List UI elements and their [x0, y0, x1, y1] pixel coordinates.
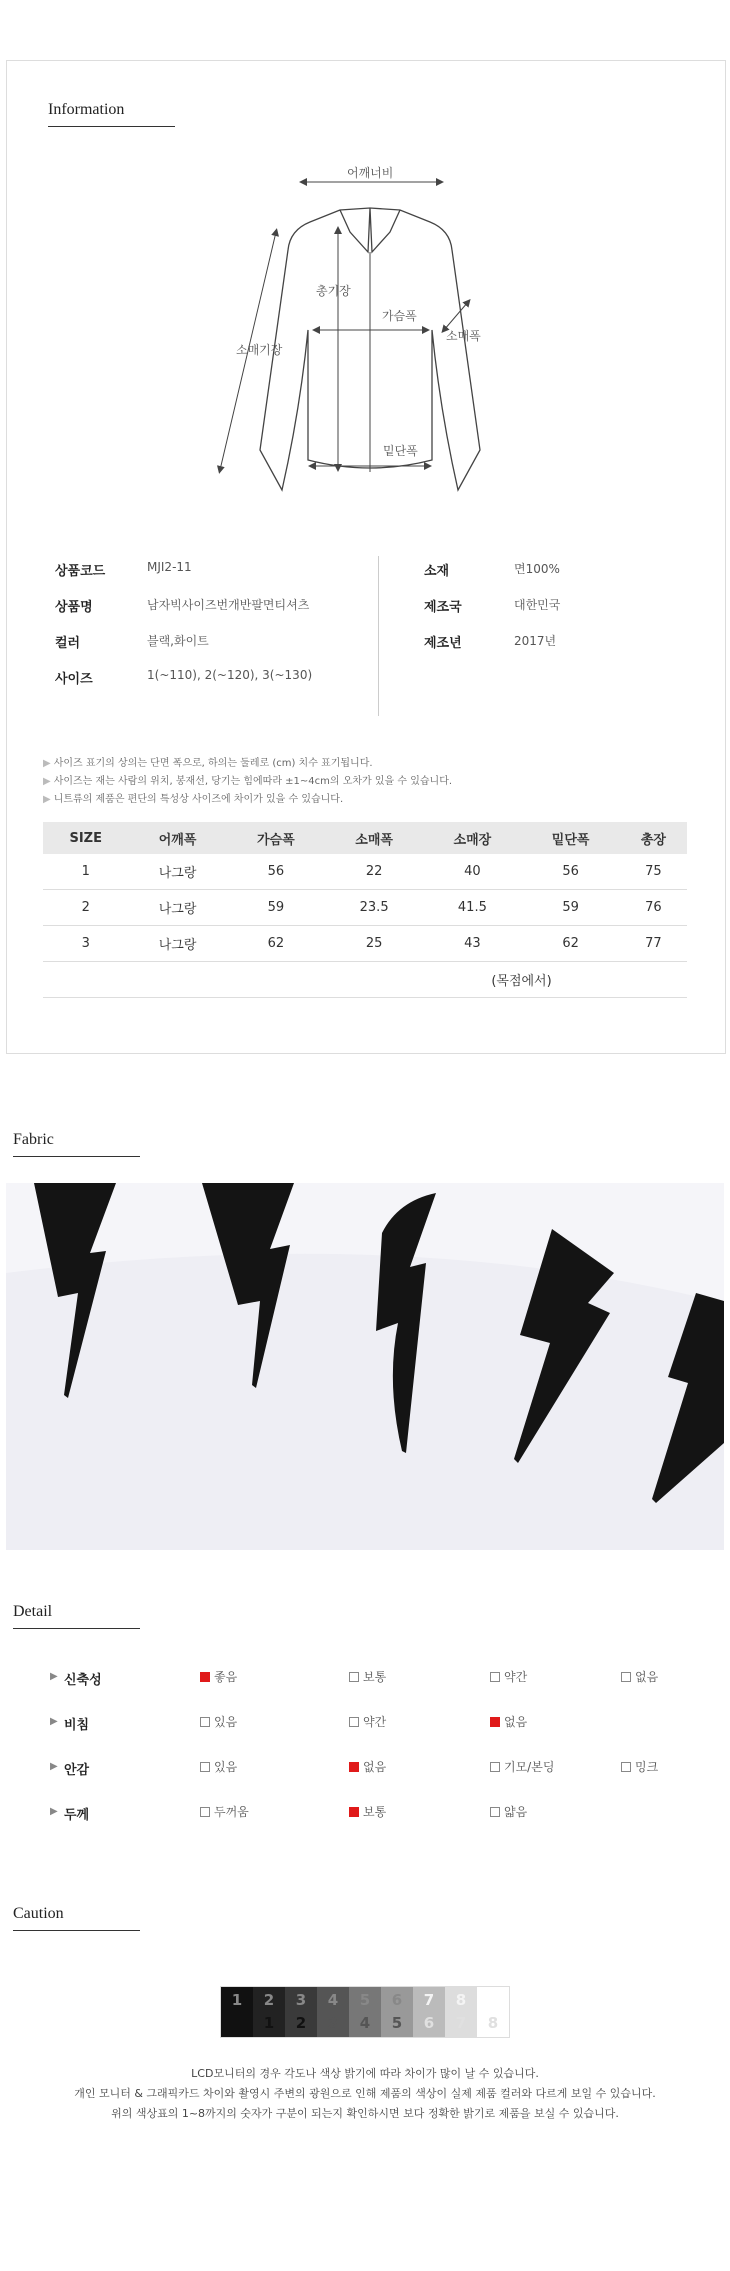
table-cell: 1 — [43, 854, 128, 890]
caution-title-underline — [13, 1930, 140, 1931]
caution-line: LCD모니터의 경우 각도나 색상 밝기에 따라 차이가 많이 날 수 있습니다. — [191, 2067, 539, 2080]
detail-row-transparency — [50, 1713, 690, 1733]
header-cell: 가슴폭 — [227, 822, 325, 854]
spec-row — [55, 668, 375, 704]
brightness-swatch — [221, 1987, 253, 2037]
detail-row-stretch — [50, 1668, 690, 1688]
table-cell: 25 — [325, 926, 423, 962]
label-shoulder: 어깨너비 — [347, 166, 394, 180]
detail-title: Detail — [13, 1603, 53, 1620]
bullet-triangle-icon: ▶ — [43, 758, 51, 769]
label-total-length: 총기장 — [316, 284, 351, 298]
option-label: 없음 — [504, 1715, 528, 1729]
table-cell: 56 — [227, 854, 325, 890]
option-label: 있음 — [214, 1760, 238, 1774]
information-title-underline — [48, 126, 175, 127]
checkbox[interactable] — [490, 1807, 500, 1817]
option-label: 보통 — [363, 1670, 387, 1684]
header-cell: 밑단폭 — [522, 822, 620, 854]
checkbox-checked[interactable] — [200, 1672, 210, 1682]
caution-title: Caution — [13, 1905, 64, 1922]
sleeve-width-arrow — [444, 302, 468, 330]
detail-option[interactable] — [200, 1803, 249, 1820]
table-cell: 2 — [43, 890, 128, 926]
table-cell: 62 — [227, 926, 325, 962]
table-cell: 75 — [620, 854, 687, 890]
size-table — [43, 822, 687, 998]
swatch-number-bottom: 2 — [295, 2014, 307, 2032]
checkbox[interactable] — [621, 1672, 631, 1682]
table-row — [43, 854, 687, 890]
checkbox[interactable] — [200, 1762, 210, 1772]
table-cell: 23.5 — [325, 890, 423, 926]
detail-option[interactable] — [490, 1803, 527, 1820]
shirt-collar — [340, 208, 400, 252]
detail-option[interactable] — [200, 1713, 237, 1730]
swatch-number-top: 7 — [423, 1991, 435, 2009]
note-item — [43, 754, 683, 772]
fabric-title: Fabric — [13, 1131, 54, 1148]
spec-label: 컬러 — [55, 636, 81, 651]
size-notes — [43, 754, 683, 808]
swatch-number-bottom: 8 — [487, 2014, 499, 2032]
table-row — [43, 926, 687, 962]
header-cell: 소매장 — [423, 822, 521, 854]
table-cell: 22 — [325, 854, 423, 890]
spec-divider — [378, 556, 379, 716]
table-cell: 59 — [522, 890, 620, 926]
detail-title-underline — [13, 1628, 140, 1629]
note-item — [43, 790, 683, 808]
detail-option[interactable] — [490, 1713, 527, 1730]
detail-option[interactable] — [349, 1713, 386, 1730]
spec-row — [55, 596, 375, 632]
table-row — [43, 890, 687, 926]
detail-label: 안감 — [64, 1763, 90, 1778]
checkbox-checked[interactable] — [349, 1762, 359, 1772]
swatch-number-bottom: 3 — [327, 2014, 339, 2032]
checkbox-checked[interactable] — [349, 1807, 359, 1817]
checkbox[interactable] — [200, 1717, 210, 1727]
header-cell: 어깨폭 — [128, 822, 226, 854]
detail-option[interactable] — [200, 1668, 237, 1685]
spec-label: 상품코드 — [55, 564, 106, 579]
spec-row — [424, 632, 684, 668]
checkbox[interactable] — [200, 1807, 210, 1817]
label-sleeve-length: 소매기장 — [236, 343, 283, 357]
table-cell: 62 — [522, 926, 620, 962]
detail-row-lining — [50, 1758, 690, 1778]
checkbox-checked[interactable] — [490, 1717, 500, 1727]
brightness-swatch — [253, 1987, 285, 2037]
header-cell: 소매폭 — [325, 822, 423, 854]
swatch-number-top: 8 — [455, 1991, 467, 2009]
bullet-triangle-icon: ▶ — [43, 776, 51, 787]
detail-label: 두께 — [64, 1808, 90, 1823]
spec-label: 상품명 — [55, 600, 93, 615]
brightness-swatch — [445, 1987, 477, 2037]
detail-option[interactable] — [621, 1758, 658, 1775]
detail-option[interactable] — [200, 1758, 237, 1775]
option-label: 기모/본딩 — [504, 1760, 555, 1774]
checkbox[interactable] — [490, 1672, 500, 1682]
swatch-number-top: 6 — [391, 1991, 403, 2009]
header-cell: 총장 — [620, 822, 687, 854]
table-footnote: (목점에서) — [423, 962, 620, 998]
checkbox[interactable] — [490, 1762, 500, 1772]
table-cell: 40 — [423, 854, 521, 890]
swatch-number-top: 5 — [359, 1991, 371, 2009]
table-cell: 76 — [620, 890, 687, 926]
spec-value: 면100% — [514, 562, 560, 576]
brightness-swatch — [349, 1987, 381, 2037]
table-cell: 3 — [43, 926, 128, 962]
note-text: 사이즈 표기의 상의는 단면 폭으로, 하의는 둘레로 (cm) 치수 표기됩니다. — [53, 758, 373, 769]
note-item — [43, 772, 683, 790]
detail-label: 신축성 — [64, 1673, 102, 1688]
brightness-swatch — [477, 1987, 509, 2037]
detail-row-thickness — [50, 1803, 690, 1823]
spec-value: 대한민국 — [514, 598, 561, 612]
spec-label: 사이즈 — [55, 672, 93, 687]
note-text: 니트류의 제품은 편단의 특성상 사이즈에 차이가 있을 수 있습니다. — [53, 794, 344, 805]
swatch-number-top: 1 — [231, 1991, 243, 2009]
swatch-number-bottom: 4 — [359, 2014, 371, 2032]
spec-row — [55, 632, 375, 668]
swatch-number-top: 3 — [295, 1991, 307, 2009]
spec-value: 2017년 — [514, 634, 557, 648]
option-label: 약간 — [504, 1670, 528, 1684]
fabric-title-underline — [13, 1156, 140, 1157]
spec-list-right — [424, 560, 684, 668]
option-label: 약간 — [363, 1715, 387, 1729]
header-cell: SIZE — [43, 822, 128, 854]
spec-value: MJI2-11 — [147, 560, 192, 574]
option-label: 없음 — [635, 1670, 659, 1684]
checkbox[interactable] — [349, 1672, 359, 1682]
option-label: 보통 — [363, 1805, 387, 1819]
option-label: 밍크 — [635, 1760, 659, 1774]
brightness-swatch — [317, 1987, 349, 2037]
detail-option[interactable] — [490, 1668, 527, 1685]
checkbox[interactable] — [349, 1717, 359, 1727]
table-cell: 77 — [620, 926, 687, 962]
detail-label: 비침 — [64, 1718, 90, 1733]
option-label: 두꺼움 — [214, 1805, 249, 1819]
swatch-number-bottom: 6 — [423, 2014, 435, 2032]
brightness-swatch — [381, 1987, 413, 2037]
label-chest: 가슴폭 — [382, 309, 417, 323]
table-cell: 나그랑 — [128, 926, 226, 962]
spec-row — [424, 596, 684, 632]
swatch-number-top: 4 — [327, 1991, 339, 2009]
swatch-number-bottom: 5 — [391, 2014, 403, 2032]
swatch-number-bottom: 7 — [455, 2014, 467, 2032]
size-table-header — [43, 822, 687, 854]
bullet-triangle-icon: ▶ — [50, 1716, 58, 1727]
detail-option[interactable] — [621, 1668, 658, 1685]
bullet-triangle-icon: ▶ — [43, 794, 51, 805]
caution-line: 개인 모니터 & 그래픽카드 차이와 촬영시 주변의 광원으로 인해 제품의 색상이 실제 제품 컬러와 다르게 보일 수 있습니다. — [74, 2087, 656, 2100]
detail-option[interactable] — [490, 1758, 554, 1775]
information-title: Information — [48, 101, 125, 118]
label-hem: 밑단폭 — [383, 444, 418, 458]
spec-label: 소재 — [424, 564, 450, 579]
table-cell: 43 — [423, 926, 521, 962]
caution-text — [20, 2064, 710, 2124]
table-footnote-row — [43, 962, 687, 998]
fabric-photo — [6, 1183, 724, 1550]
spec-row — [55, 560, 375, 596]
brightness-color-chart — [221, 1987, 509, 2037]
detail-option[interactable] — [349, 1758, 386, 1775]
table-cell: 56 — [522, 854, 620, 890]
label-sleeve-width: 소매폭 — [446, 329, 481, 343]
detail-option[interactable] — [349, 1668, 386, 1685]
caution-line: 위의 색상표의 1~8까지의 숫자가 구분이 되는지 확인하시면 보다 정확한 밝기로 제품을 보실 수 있습니다. — [111, 2107, 619, 2120]
checkbox[interactable] — [621, 1762, 631, 1772]
table-cell: 41.5 — [423, 890, 521, 926]
swatch-number-bottom: 1 — [263, 2014, 275, 2032]
swatch-number-top: 2 — [263, 1991, 275, 2009]
brightness-swatch — [285, 1987, 317, 2037]
spec-value: 블랙,화이트 — [147, 634, 209, 648]
spec-row — [424, 560, 684, 596]
spec-value: 1(~110), 2(~120), 3(~130) — [147, 668, 313, 682]
bullet-triangle-icon: ▶ — [50, 1761, 58, 1772]
option-label: 얇음 — [504, 1805, 528, 1819]
table-cell: 59 — [227, 890, 325, 926]
option-label: 있음 — [214, 1715, 238, 1729]
detail-option[interactable] — [349, 1803, 386, 1820]
spec-label: 제조국 — [424, 600, 462, 615]
note-text: 사이즈는 재는 사람의 위치, 봉재선, 당기는 힘에따라 ±1~4cm의 오차가 있을 수 있습니다. — [53, 776, 453, 787]
bullet-triangle-icon: ▶ — [50, 1671, 58, 1682]
option-label: 좋음 — [214, 1670, 238, 1684]
spec-value: 남자빅사이즈번개반팔면티셔츠 — [147, 598, 310, 612]
table-cell: 나그랑 — [128, 854, 226, 890]
bullet-triangle-icon: ▶ — [50, 1806, 58, 1817]
brightness-swatch — [413, 1987, 445, 2037]
option-label: 없음 — [363, 1760, 387, 1774]
spec-list-left — [55, 560, 375, 704]
spec-label: 제조년 — [424, 636, 462, 651]
table-cell: 나그랑 — [128, 890, 226, 926]
